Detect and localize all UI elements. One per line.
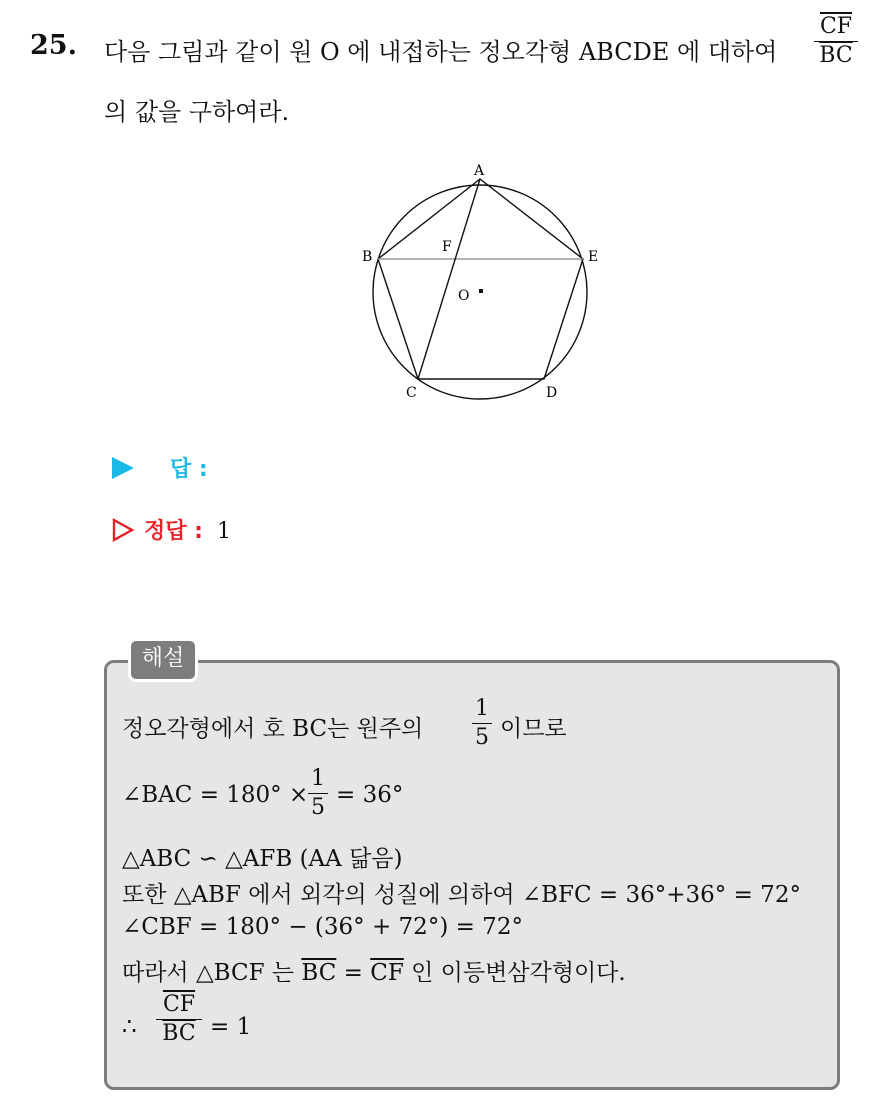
solution-text: 인 이등변삼각형이다. <box>411 960 626 986</box>
solution-fraction-2 <box>308 768 328 819</box>
label-o: O <box>458 288 470 304</box>
solution-line-1 <box>122 710 423 743</box>
solution-line-6 <box>122 954 626 987</box>
solution-line-5: ∠CBF = 180° − (36° + 72°) = 72° <box>122 914 523 940</box>
outline-triangle-icon <box>112 518 134 542</box>
fraction-denominator: BC <box>819 43 853 68</box>
solution-line-3: △ABC ∽ △AFB (AA 닮음) <box>122 846 403 872</box>
correct-answer-label: 정답 : <box>144 519 203 544</box>
fraction-numerator: 1 <box>311 766 325 791</box>
solution-line-4: 또한 △ABF 에서 외각의 성질에 의하여 ∠BFC = 36°+36° = 72° <box>122 882 801 908</box>
answer-blank-row <box>112 452 208 483</box>
question-text: 다음 그림과 같이 원 O 에 내접하는 정오각형 ABCDE 에 대하여 <box>104 38 778 66</box>
pentagon-abcde <box>378 179 583 379</box>
solution-line-2-result: = 36° <box>336 782 404 808</box>
answer-label: 답 : <box>170 457 208 482</box>
fraction-numerator: 1 <box>475 696 489 721</box>
fraction-denominator: BC <box>162 1021 196 1046</box>
play-triangle-icon <box>112 457 134 479</box>
label-c: C <box>406 385 417 401</box>
fraction-numerator: $\overline{CF}$ <box>819 14 853 39</box>
pentagon-figure <box>350 155 610 405</box>
solution-text: 따라서 △BCF 는 <box>122 960 295 986</box>
label-e: E <box>588 249 599 265</box>
label-a: A <box>474 163 485 179</box>
segment-bc: $\overline{BC}$ <box>301 960 337 986</box>
fraction-denominator: 5 <box>475 725 489 750</box>
question-text-continued: 의 값을 구하여라. <box>104 98 290 126</box>
segment-cf: $\overline{CF}$ <box>370 960 404 986</box>
segment-ac <box>418 179 480 379</box>
correct-answer-row <box>112 514 231 545</box>
solution-fraction-final <box>156 994 202 1045</box>
label-d: D <box>546 385 558 401</box>
correct-answer-value: 1 <box>216 519 231 544</box>
question-number: 25. <box>30 30 77 61</box>
solution-final-result: = 1 <box>210 1014 252 1040</box>
therefore-symbol: ∴ <box>122 1014 137 1040</box>
solution-line-2: ∠BAC = 180° × <box>122 782 309 808</box>
solution-tab: 해설 <box>128 638 198 682</box>
fraction-denominator: 5 <box>311 795 325 820</box>
equals-sign: = <box>343 960 363 986</box>
fraction-numerator: $\overline{CF}$ <box>162 992 196 1017</box>
label-f: F <box>442 239 452 255</box>
center-point <box>479 289 483 293</box>
label-b: B <box>362 249 373 265</box>
solution-fraction-1 <box>472 698 492 749</box>
solution-line-1-tail: 이므로 <box>500 716 567 742</box>
question-fraction <box>814 16 858 67</box>
solution-text: 정오각형에서 호 BC는 원주의 <box>122 716 424 742</box>
